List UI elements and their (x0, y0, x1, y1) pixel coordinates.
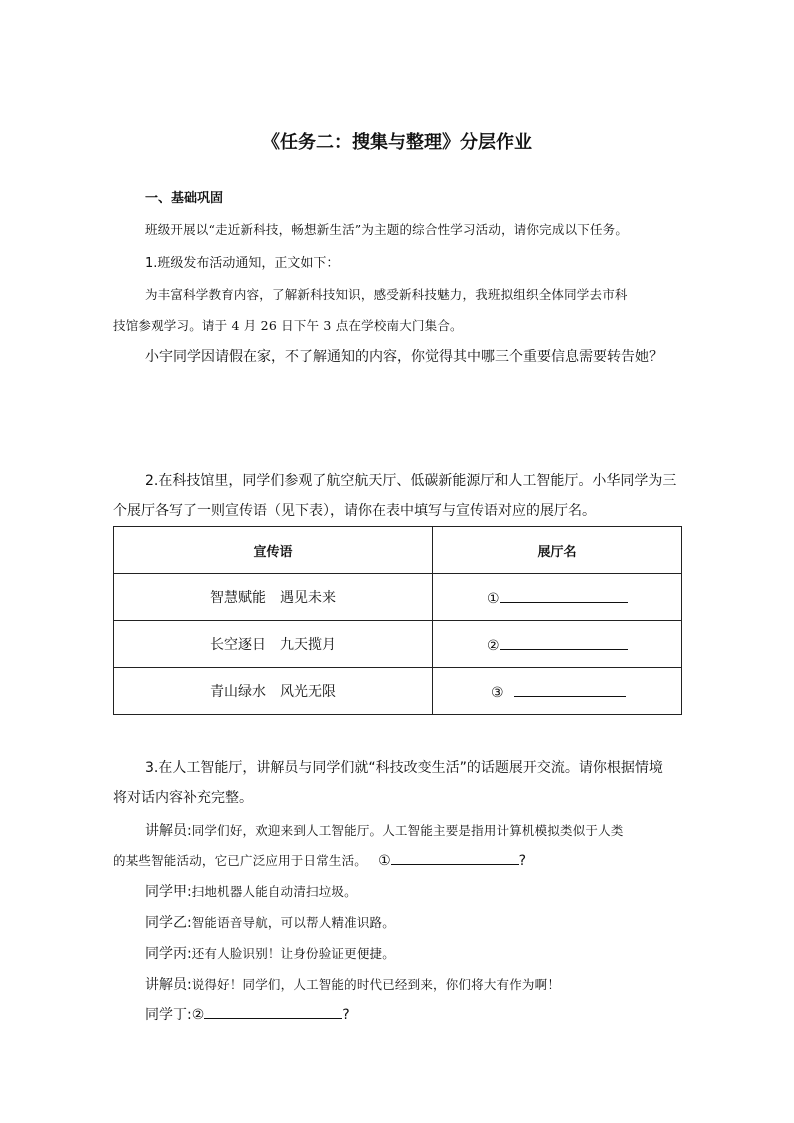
question-3-line-2: 将对话内容补充完整。 (113, 790, 253, 806)
answer-mark: ② (487, 637, 500, 654)
hall-answer-cell[interactable] (433, 574, 682, 621)
speaker-label: 同学甲: (145, 884, 192, 900)
answer-blank[interactable] (204, 1004, 342, 1019)
notice-line-1: 为丰富科学教育内容，了解新科技知识，感受新科技魅力，我班拟组织全体同学去市科 (145, 287, 628, 302)
dialogue-guide-2 (145, 974, 560, 994)
question-mark: ? (342, 1007, 350, 1023)
speaker-label: 讲解员: (145, 823, 192, 839)
table-header-row (114, 527, 682, 574)
dialogue-text: 同学们好，欢迎来到人工智能厅。人工智能主要是指用计算机模拟类似于人类 (191, 823, 624, 838)
dialogue-text: 智能语音导航，可以帮人精准识路。 (191, 915, 395, 930)
slogan-table (113, 526, 682, 715)
question-1-heading: 1.班级发布活动通知，正文如下： (145, 256, 340, 271)
slogan-cell: 智慧赋能 遇见未来 (114, 574, 433, 621)
blank-mark: ① (378, 853, 391, 869)
speaker-label: 讲解员: (145, 977, 192, 993)
dialogue-text: 还有人脸识别！让身份验证更便捷。 (191, 946, 395, 961)
answer-blank[interactable] (514, 682, 626, 697)
speaker-label: 同学丙: (145, 946, 192, 962)
answer-blank[interactable] (500, 635, 628, 650)
table-row (114, 668, 682, 715)
dialogue-text: 的某些智能活动，它已广泛应用于日常生活。 (113, 853, 368, 868)
dialogue-guide-1-cont (113, 850, 526, 869)
dialogue-guide-1 (145, 820, 624, 840)
table-row (114, 574, 682, 621)
table-header-slogan: 宣传语 (114, 527, 433, 574)
question-3-line-1: 3.在人工智能厅，讲解员与同学们就“科技改变生活”的话题展开交流。请你根据情境 (145, 760, 663, 776)
question-mark: ? (518, 853, 527, 869)
blank-mark: ② (191, 1007, 205, 1023)
answer-mark: ① (487, 590, 500, 607)
dialogue-text: 说得好！同学们，人工智能的时代已经到来，你们将大有作为啊！ (191, 977, 561, 992)
slogan-cell: 青山绿水 风光无限 (114, 668, 433, 715)
notice-line-2: 技馆参观学习。请于 4 月 26 日下午 3 点在学校南大门集合。 (113, 318, 463, 333)
question-2-line-2: 个展厅各写了一则宣传语（见下表），请你在表中填写与宣传语对应的展厅名。 (113, 503, 596, 519)
dialogue-student-b (145, 912, 395, 932)
hall-answer-cell[interactable] (433, 621, 682, 668)
table-header-hall: 展厅名 (433, 527, 682, 574)
slogan-cell: 长空逐日 九天揽月 (114, 621, 433, 668)
answer-blank[interactable] (500, 588, 628, 603)
answer-blank[interactable] (391, 850, 519, 865)
question-1-prompt: 小宇同学因请假在家，不了解通知的内容，你觉得其中哪三个重要信息需要转告她？ (145, 349, 663, 365)
answer-mark: ③ (491, 684, 504, 701)
dialogue-text: 扫地机器人能自动清扫垃圾。 (191, 884, 357, 899)
dialogue-student-c (145, 943, 395, 963)
page-title: 《任务二：搜集与整理》分层作业 (262, 132, 532, 153)
speaker-label: 同学丁: (145, 1007, 192, 1023)
activity-intro: 班级开展以“走近新科技，畅想新生活”为主题的综合性学习活动，请你完成以下任务。 (145, 222, 629, 237)
table-row (114, 621, 682, 668)
speaker-label: 同学乙: (145, 915, 192, 931)
section-heading-basic: 一、基础巩固 (145, 191, 224, 206)
dialogue-student-d (145, 1004, 350, 1024)
hall-answer-cell[interactable] (433, 668, 682, 715)
dialogue-student-a (145, 881, 357, 901)
question-2-line-1: 2.在科技馆里，同学们参观了航空航天厅、低碳新能源厅和人工智能厅。小华同学为三 (145, 473, 677, 489)
